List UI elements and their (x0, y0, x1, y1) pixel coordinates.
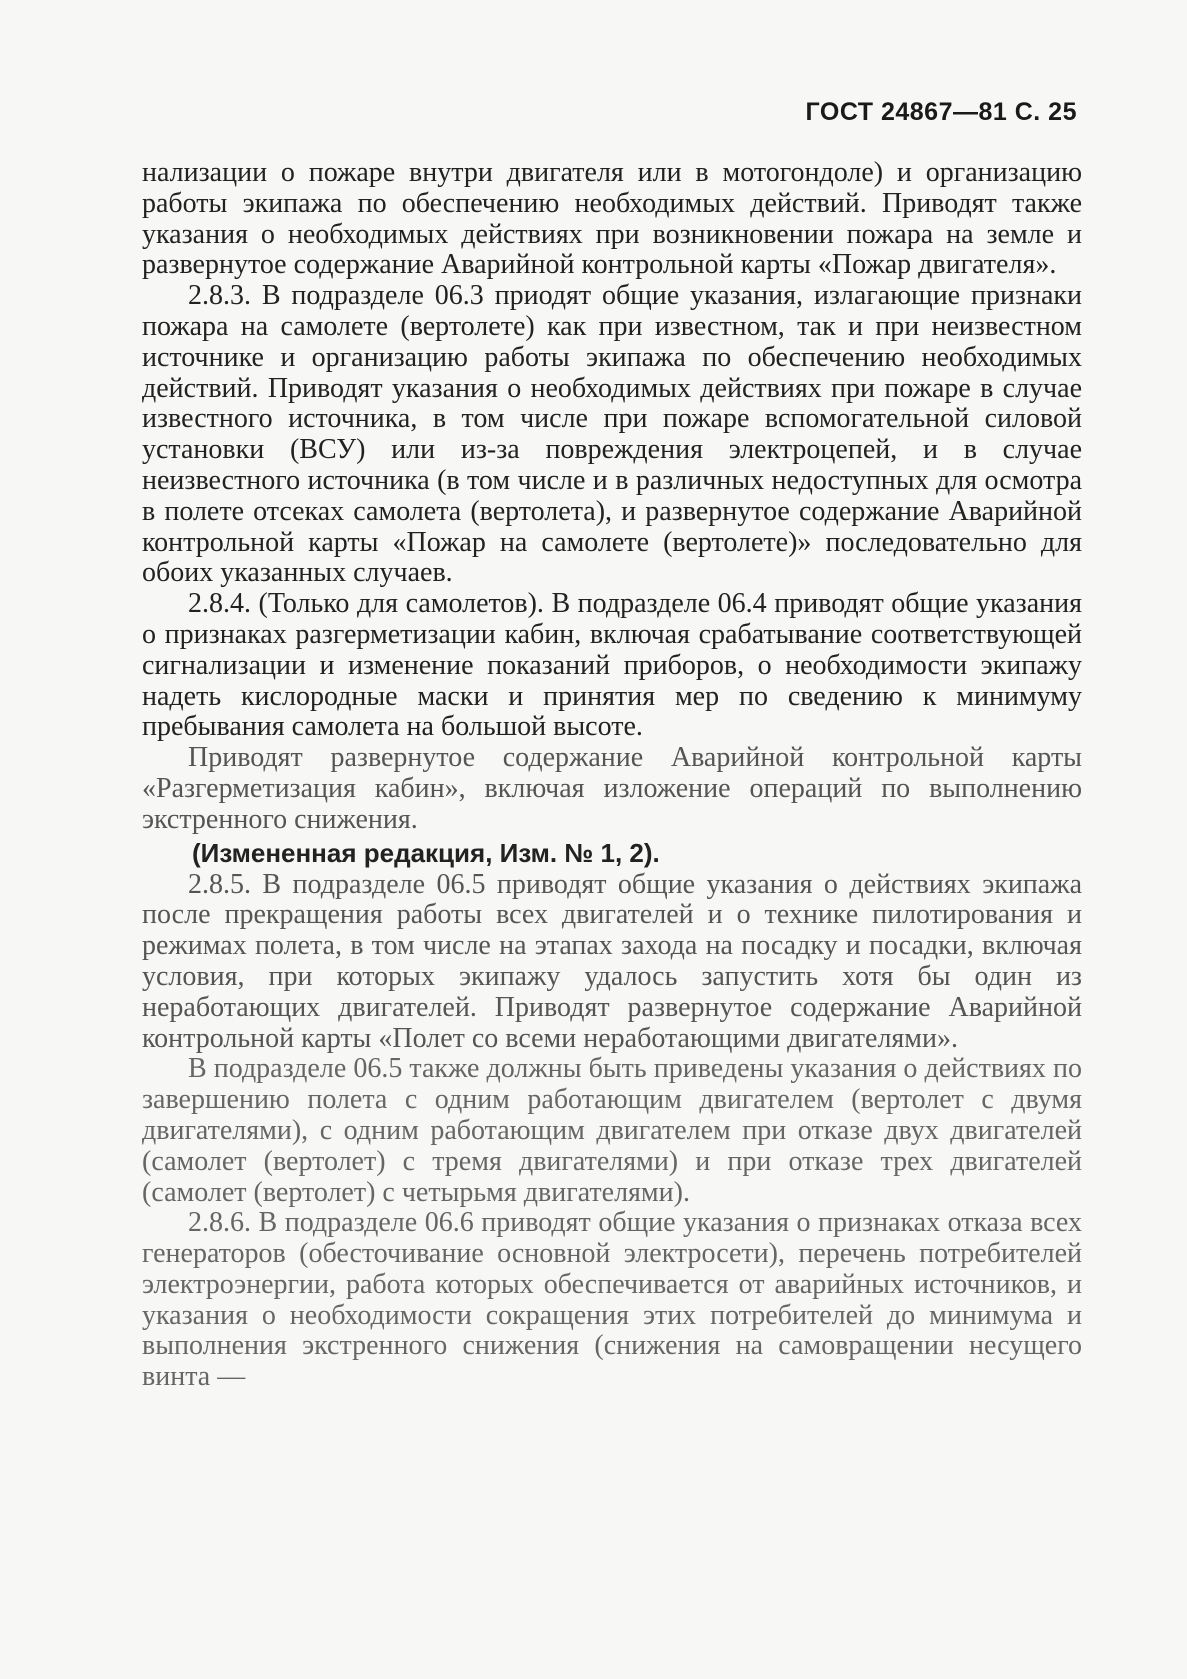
paragraph-2-8-4-continued: Приводят развернутое содержание Аварийной контрольной карты «Разгерметизация кабин», включая изложение операций по выполнению экстренного снижения. (142, 742, 1082, 835)
amendment-note: (Измененная редакция, Изм. № 1, 2). (192, 837, 660, 868)
paragraph-2-8-4: 2.8.4. (Только для самолетов). В подразделе 06.4 приводят общие указания о признаках разгерметизации кабин, включая срабатывание соответствующей сигнализации и изменение показаний приборов, о необходимости экипажу надеть кислородные маски и принятия мер по сведению к минимуму пребывания самолета на большой высоте. (142, 588, 1082, 743)
paragraph-2-8-3: 2.8.3. В подразделе 06.3 приодят общие указания, излагающие признаки пожара на самолете (вертолете) как при известном, так и при неизвестном источнике и организацию работы экипажа по обеспечению необходимых действий. Приводят указания о необходимых действиях при пожаре в случае известного источника, в том числе при пожаре вспомогательной силовой установки (ВСУ) или из-за повреждения электроцепей, и в случае неизвестного источника (в том числе и в различных недоступных для осмотра в полете отсеках самолета (вертолета), и развернутое содержание Аварийной контрольной карты «Пожар на самолете (вертолете)» последовательно для обоих указанных случаев. (142, 280, 1082, 589)
paragraph-2-8-5-continued: В подразделе 06.5 также должны быть приведены указания о действиях по завершению полета с одним работающим двигателем (вертолет с двумя двигателями), с одним работающим двигателем при отказе двух двигателей (самолет (вертолет) с тремя двигателями) и при отказе трех двигателей (самолет (вертолет) с четырьмя двигателями). (142, 1053, 1082, 1208)
paragraph-2-8-6: 2.8.6. В подразделе 06.6 приводят общие указания о признаках отказа всех генераторов (обесточивание основной электросети), перечень потребителей электроэнергии, работа которых обеспечивается от аварийных источников, и указания о необходимости сокращения этих потребителей до минимума и выполнения экстренного снижения (снижения на самовращении несущего винта — (142, 1207, 1082, 1393)
paragraph-continuation: нализации о пожаре внутри двигателя или в мотогондоле) и организацию работы экипажа по обеспечению необходимых действий. Приводят также указания о необходимых действиях при возникновении пожара на земле и развернутое содержание Аварийной контрольной карты «Пожар двигателя». (142, 157, 1082, 281)
page-header: ГОСТ 24867—81 С. 25 (805, 98, 1077, 126)
document-body (142, 158, 1082, 1393)
paragraph-2-8-5: 2.8.5. В подразделе 06.5 приводят общие указания о действиях экипажа после прекращения работы всех двигателей и о технике пилотирования и режимах полета, в том числе на этапах захода на посадку и посадки, включая условия, при которых экипажу удалось запустить хотя бы один из неработающих двигателей. Приводят развернутое содержание Аварийной контрольной карты «Полет со всеми неработающими двигателями». (142, 868, 1082, 1054)
